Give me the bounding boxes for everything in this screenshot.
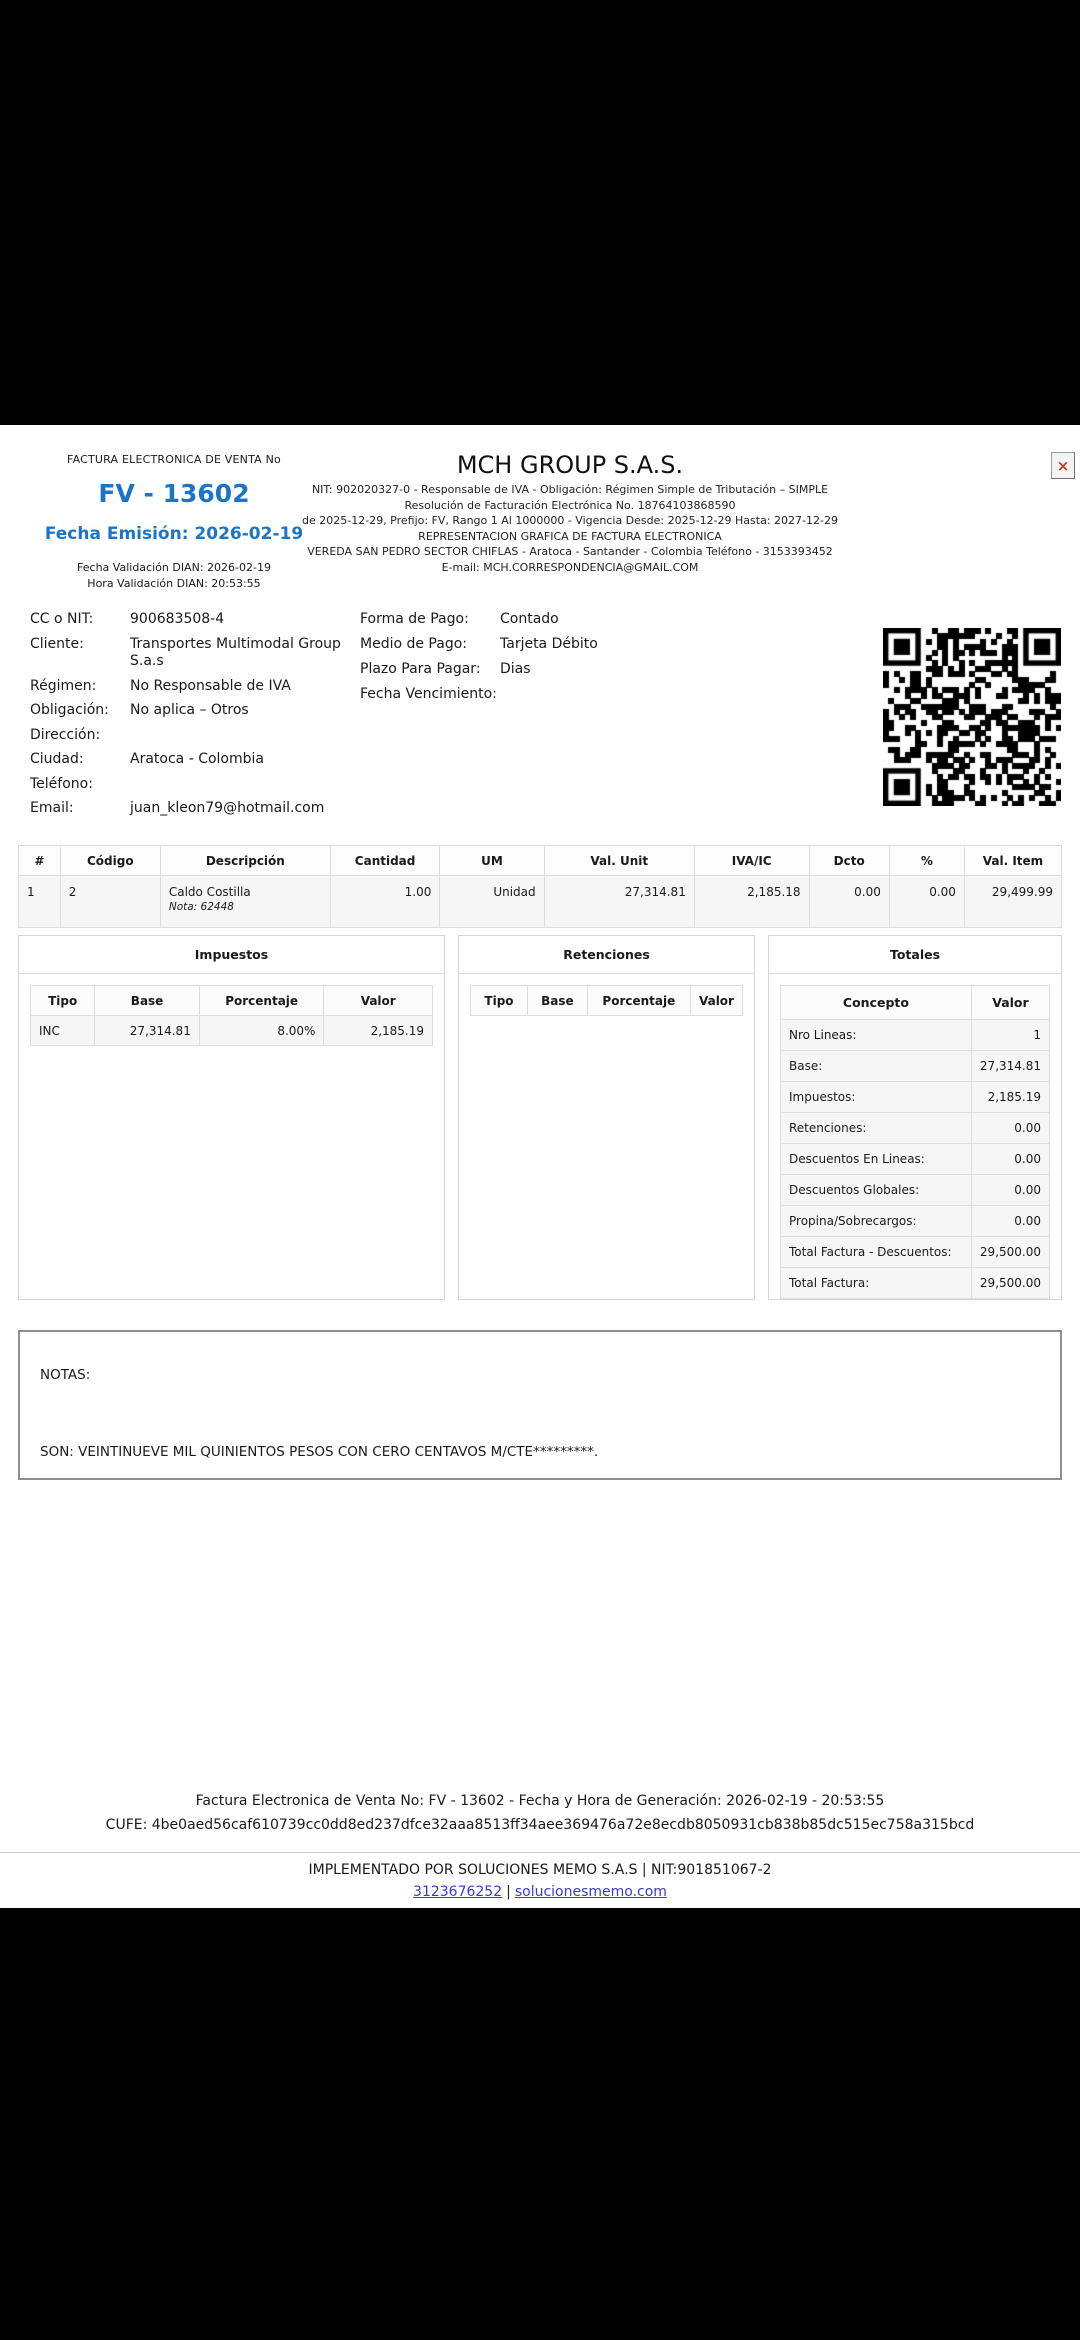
field-value: 900683508-4 bbox=[130, 611, 225, 627]
company-email-line: E-mail: MCH.CORRESPONDENCIA@GMAIL.COM bbox=[441, 561, 699, 575]
footer-divider bbox=[0, 1852, 1080, 1853]
item-row bbox=[19, 876, 1062, 928]
total-value: 0.00 bbox=[971, 1113, 1049, 1144]
withholdings-table bbox=[470, 985, 743, 1016]
total-value: 0.00 bbox=[971, 1144, 1049, 1175]
dian-validation-date: Fecha Validación DIAN: 2026-02-19 bbox=[77, 561, 271, 574]
field-label: Plazo Para Pagar: bbox=[360, 661, 481, 677]
total-label: Propina/Sobrecargos: bbox=[781, 1206, 972, 1237]
item-dcto: 0.00 bbox=[809, 876, 889, 928]
withholdings-header-row bbox=[471, 986, 743, 1016]
field-label: CC o NIT: bbox=[30, 611, 94, 627]
notes-box bbox=[18, 1330, 1062, 1480]
item-num: 1 bbox=[19, 876, 61, 928]
customer-row-direccion bbox=[30, 727, 350, 745]
close-icon[interactable] bbox=[1051, 452, 1075, 479]
items-header-row bbox=[19, 846, 1062, 876]
field-label: Ciudad: bbox=[30, 751, 84, 767]
col-dcto: Dcto bbox=[809, 846, 889, 876]
taxes-title: Impuestos bbox=[19, 936, 444, 974]
field-label: Régimen: bbox=[30, 677, 97, 694]
customer-row-telefono bbox=[30, 776, 350, 794]
customer-row-ciudad bbox=[30, 751, 350, 769]
customer-block bbox=[30, 611, 350, 825]
invoice-number: FV - 13602 bbox=[98, 479, 250, 508]
withholdings-title: Retenciones bbox=[459, 936, 754, 974]
wh-col-porcentaje: Porcentaje bbox=[587, 986, 690, 1016]
total-value: 2,185.19 bbox=[971, 1082, 1049, 1113]
tax-base: 27,314.81 bbox=[95, 1016, 200, 1046]
field-label: Dirección: bbox=[30, 726, 101, 743]
field-value bbox=[130, 727, 350, 745]
invoice-sheet bbox=[0, 425, 1080, 1908]
field-value: Transportes Multimodal Group S.a.s bbox=[130, 635, 341, 669]
col-descripcion: Descripción bbox=[160, 846, 330, 876]
total-row-nro-lineas bbox=[781, 1020, 1050, 1051]
field-label: Cliente: bbox=[30, 635, 84, 652]
total-row-factura bbox=[781, 1268, 1050, 1299]
field-value: Aratoca - Colombia bbox=[130, 751, 264, 767]
field-label: Teléfono: bbox=[30, 775, 93, 792]
wh-col-base: Base bbox=[528, 986, 588, 1016]
col-val-unit: Val. Unit bbox=[544, 846, 694, 876]
item-quantity: 1.00 bbox=[330, 876, 440, 928]
total-label: Nro Lineas: bbox=[781, 1020, 972, 1051]
item-note: Nota: 62448 bbox=[168, 901, 234, 913]
col-num: # bbox=[19, 846, 61, 876]
close-icon-glyph: × bbox=[1056, 456, 1070, 475]
generation-line: Factura Electronica de Venta No: FV - 13602 - Fecha y Hora de Generación: 2026-02-19 - 20:53:55 bbox=[195, 1793, 885, 1809]
tax-row bbox=[31, 1016, 433, 1046]
field-label: Fecha Vencimiento: bbox=[360, 686, 497, 702]
company-address-line: VEREDA SAN PEDRO SECTOR CHIFLAS - Aratoca - Santander - Colombia Teléfono - 3153393452 bbox=[307, 545, 833, 559]
item-val-item: 29,499.99 bbox=[964, 876, 1061, 928]
total-label: Total Factura: bbox=[781, 1268, 972, 1299]
total-row-base bbox=[781, 1051, 1050, 1082]
field-value: No aplica – Otros bbox=[130, 702, 249, 718]
tot-col-valor: Valor bbox=[971, 986, 1049, 1020]
field-label: Obligación: bbox=[30, 702, 109, 718]
taxes-table bbox=[30, 985, 433, 1046]
col-cantidad: Cantidad bbox=[330, 846, 440, 876]
total-row-impuestos bbox=[781, 1082, 1050, 1113]
col-codigo: Código bbox=[60, 846, 160, 876]
items-table bbox=[18, 845, 1062, 928]
field-label: Medio de Pago: bbox=[360, 636, 467, 652]
item-description: Caldo Costilla bbox=[168, 885, 251, 899]
company-header bbox=[285, 451, 855, 576]
withholdings-box bbox=[458, 935, 755, 1300]
col-pct: % bbox=[889, 846, 964, 876]
customer-row-obligacion bbox=[30, 702, 350, 720]
total-label: Descuentos Globales: bbox=[781, 1175, 972, 1206]
company-nit-line: NIT: 902020327-0 - Responsable de IVA - Obligación: Régimen Simple de Tributación – SIMPLE bbox=[311, 483, 829, 496]
total-label: Descuentos En Lineas: bbox=[781, 1144, 972, 1175]
doc-type-label: FACTURA ELECTRONICA DE VENTA No bbox=[67, 453, 281, 466]
payment-row-vencimiento bbox=[360, 686, 690, 702]
customer-row-nit bbox=[30, 611, 350, 629]
customer-row-regimen bbox=[30, 678, 350, 696]
payment-block bbox=[360, 611, 690, 711]
tax-col-base: Base bbox=[95, 986, 200, 1016]
total-value: 27,314.81 bbox=[971, 1051, 1049, 1082]
implementer-line: IMPLEMENTADO POR SOLUCIONES MEMO S.A.S | NIT:901851067-2 bbox=[308, 1862, 772, 1878]
total-row-retenciones bbox=[781, 1113, 1050, 1144]
wh-col-valor: Valor bbox=[690, 986, 742, 1016]
website-link[interactable]: solucionesmemo.com bbox=[514, 1884, 667, 1900]
tax-porcentaje: 8.00% bbox=[199, 1016, 324, 1046]
field-label: Email: bbox=[30, 800, 74, 816]
phone-link[interactable]: 3123676252 bbox=[413, 1884, 503, 1900]
payment-row-forma bbox=[360, 611, 690, 627]
payment-row-medio bbox=[360, 636, 690, 652]
dian-validation-time: Hora Validación DIAN: 20:53:55 bbox=[87, 576, 261, 590]
company-representation-line: REPRESENTACION GRAFICA DE FACTURA ELECTRONICA bbox=[418, 529, 722, 543]
tax-valor: 2,185.19 bbox=[324, 1016, 433, 1046]
item-um: Unidad bbox=[440, 876, 544, 928]
payment-row-plazo bbox=[360, 661, 690, 677]
total-row-propina bbox=[781, 1206, 1050, 1237]
total-label: Base: bbox=[781, 1051, 972, 1082]
company-range-line: de 2025-12-29, Prefijo: FV, Rango 1 Al 1000000 - Vigencia Desde: 2025-12-29 Hasta: 2027-12-29 bbox=[302, 514, 838, 528]
item-val-unit: 27,314.81 bbox=[544, 876, 694, 928]
total-row-desc-lineas bbox=[781, 1144, 1050, 1175]
tax-col-tipo: Tipo bbox=[31, 986, 95, 1016]
total-value: 0.00 bbox=[971, 1175, 1049, 1206]
total-label: Impuestos: bbox=[781, 1082, 972, 1113]
item-description-cell bbox=[160, 876, 330, 928]
field-value: juan_kleon79@hotmail.com bbox=[130, 800, 325, 816]
company-resolution-line: Resolución de Facturación Electrónica No. 18764103868590 bbox=[404, 498, 736, 512]
field-value: Contado bbox=[500, 611, 559, 627]
wh-col-tipo: Tipo bbox=[471, 986, 528, 1016]
tot-col-concepto: Concepto bbox=[781, 986, 972, 1020]
item-pct: 0.00 bbox=[889, 876, 964, 928]
totals-title: Totales bbox=[769, 936, 1061, 974]
amount-in-words: SON: VEINTINUEVE MIL QUINIENTOS PESOS CON CERO CENTAVOS M/CTE*********. bbox=[40, 1444, 599, 1460]
summary-section bbox=[18, 935, 1062, 1300]
totals-header-row bbox=[781, 986, 1050, 1020]
field-value: No Responsable de IVA bbox=[130, 677, 291, 694]
total-value: 0.00 bbox=[971, 1206, 1049, 1237]
col-val-item: Val. Item bbox=[964, 846, 1061, 876]
customer-row-email bbox=[30, 800, 350, 818]
col-um: UM bbox=[440, 846, 544, 876]
cufe-line: CUFE: 4be0aed56caf610739cc0dd8ed237dfce32aaa8513ff34aee369476a72e8ecdb8050931cb838b85dc515ec758a315bcd bbox=[105, 1817, 975, 1833]
notes-label: NOTAS: bbox=[40, 1367, 91, 1383]
implementer-links bbox=[0, 1884, 1080, 1900]
item-iva-ic: 2,185.18 bbox=[694, 876, 809, 928]
tax-col-valor: Valor bbox=[324, 986, 433, 1016]
col-iva-ic: IVA/IC bbox=[694, 846, 809, 876]
field-value: Dias bbox=[500, 661, 531, 677]
taxes-box bbox=[18, 935, 445, 1300]
total-value: 29,500.00 bbox=[971, 1268, 1049, 1299]
field-label: Forma de Pago: bbox=[360, 611, 469, 627]
link-separator: | bbox=[506, 1884, 511, 1900]
total-label: Retenciones: bbox=[781, 1113, 972, 1144]
taxes-header-row bbox=[31, 986, 433, 1016]
customer-row-cliente bbox=[30, 636, 350, 671]
field-value bbox=[130, 776, 350, 794]
total-value: 29,500.00 bbox=[971, 1237, 1049, 1268]
tax-col-porcentaje: Porcentaje bbox=[199, 986, 324, 1016]
qr-code bbox=[883, 628, 1061, 806]
issue-date: Fecha Emisión: 2026-02-19 bbox=[44, 524, 304, 544]
company-name: MCH GROUP S.A.S. bbox=[456, 451, 684, 479]
total-value: 1 bbox=[971, 1020, 1049, 1051]
total-row-factura-descuentos bbox=[781, 1237, 1050, 1268]
total-row-desc-globales bbox=[781, 1175, 1050, 1206]
item-code: 2 bbox=[60, 876, 160, 928]
totals-box bbox=[768, 935, 1062, 1300]
tax-tipo: INC bbox=[31, 1016, 95, 1046]
total-label: Total Factura - Descuentos: bbox=[781, 1237, 972, 1268]
field-value: Tarjeta Débito bbox=[500, 636, 598, 652]
totals-table bbox=[780, 985, 1050, 1299]
